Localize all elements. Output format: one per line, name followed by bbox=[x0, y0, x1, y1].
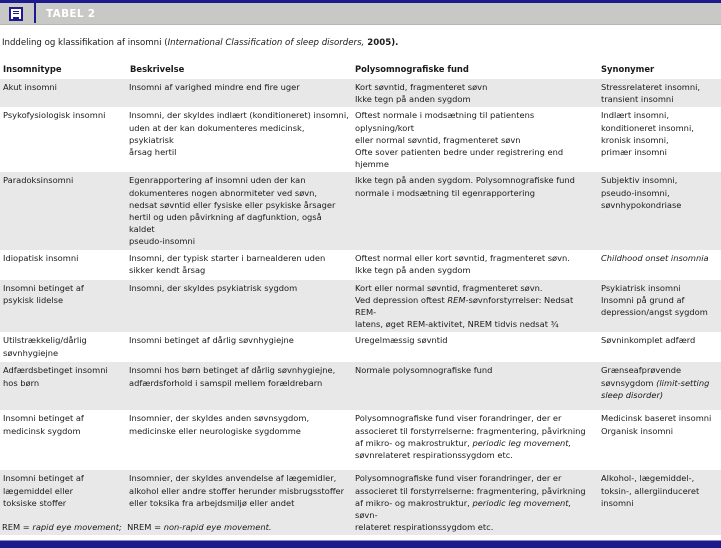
cell-line: adfærdsforhold i samspil mellem forældrebarn bbox=[129, 377, 323, 388]
cell-line: uden at der kan dokumenteres medicinsk, psykiatrisk bbox=[129, 122, 305, 145]
table-header-row bbox=[0, 60, 721, 78]
cell-findings bbox=[352, 362, 598, 410]
cell-line: Insomni, der typisk starter i barnealderen uden bbox=[129, 252, 326, 263]
table-title: TABEL 2 bbox=[46, 7, 96, 20]
table-row bbox=[0, 362, 721, 410]
cell-line: Insomni betinget af dårlig søvnhygiejne bbox=[129, 335, 294, 346]
cell-line: eller toksika fra arbejdsmiljø eller andet bbox=[129, 497, 295, 508]
cell-line bbox=[355, 497, 595, 521]
cell-line: depression/angst sygdom bbox=[601, 307, 708, 318]
cell-line: transient insomni bbox=[601, 94, 674, 105]
text-run-italic: periodic leg movement, bbox=[472, 437, 572, 448]
cell-line: Psykofysiologisk insomni bbox=[3, 110, 106, 121]
cell-line: Indlært insomni, bbox=[601, 110, 669, 121]
table-row bbox=[0, 172, 721, 249]
text-run: af mikro- og makrostruktur, bbox=[355, 497, 473, 508]
cell-line: søvnrelateret respirationssygdom etc. bbox=[355, 450, 513, 461]
cell-line: latens, øget REM-aktivitet, NREM tidvis nedsat ¾ bbox=[355, 319, 559, 330]
cell-findings bbox=[352, 280, 598, 333]
cell-findings bbox=[352, 410, 598, 470]
cell-synonyms bbox=[598, 107, 721, 172]
cell-description bbox=[126, 78, 352, 107]
cell-line bbox=[355, 294, 595, 318]
table-footnote bbox=[2, 522, 272, 532]
cell-line: nedsat søvntid eller fysiske eller psykiske årsager bbox=[129, 199, 336, 210]
cell-type bbox=[0, 280, 126, 333]
text-run-italic: periodic leg movement, bbox=[472, 497, 572, 508]
cell-synonyms bbox=[598, 362, 721, 410]
cell-line: Uregelmæssig søvntid bbox=[355, 335, 448, 346]
cell-line: Ofte sover patienten bedre under registrering end hjemme bbox=[355, 147, 564, 170]
cell-findings bbox=[352, 78, 598, 107]
cell-line: søvnhygiejne bbox=[3, 347, 59, 358]
cell-line: Alkohol-, lægemiddel-, bbox=[601, 473, 695, 484]
cell-line: Polysomnografiske fund viser forandringer, der er bbox=[355, 413, 562, 424]
cell-line bbox=[601, 377, 718, 389]
cell-synonyms bbox=[598, 78, 721, 107]
text-run-italic: (limit-setting bbox=[656, 377, 710, 388]
cell-type bbox=[0, 362, 126, 410]
cell-line: toksiske stoffer bbox=[3, 497, 67, 508]
text-run: Ved depression oftest bbox=[355, 294, 448, 305]
cell-line: årsag hertil bbox=[129, 147, 177, 158]
cell-line: Idiopatisk insomni bbox=[3, 252, 79, 263]
cell-line: Insomni, der skyldes indlært (konditioneret) insomni, bbox=[129, 110, 349, 121]
cell-line: konditioneret insomni, bbox=[601, 122, 694, 133]
cell-line: Utilstrækkelig/dårlig bbox=[3, 335, 87, 346]
cell-line: Ikke tegn på anden sygdom. Polysomnografiske fund bbox=[355, 175, 575, 186]
cell-line: Grænseafprøvende bbox=[601, 365, 682, 376]
cell-line: lægemiddel eller bbox=[3, 485, 74, 496]
cell-line: Adfærdsbetinget insomni bbox=[3, 365, 108, 376]
cell-findings bbox=[352, 332, 598, 362]
cell-type bbox=[0, 332, 126, 362]
cell-line: associeret til forstyrrelserne: fragmentering, påvirkning bbox=[355, 425, 586, 436]
insomnia-classification-table bbox=[0, 60, 721, 535]
caption-year: 2005 bbox=[364, 38, 392, 48]
cell-line: Subjektiv insomni, bbox=[601, 175, 678, 186]
title-divider bbox=[34, 1, 36, 23]
cell-line: Polysomnografiske fund viser forandringer, der er bbox=[355, 473, 562, 484]
cell-line: eller normal søvntid, fragmenteret søvn bbox=[355, 134, 521, 145]
cell-synonyms bbox=[598, 280, 721, 333]
column-header-type: Insomnitype bbox=[0, 60, 126, 78]
text-run: søvnsygdom bbox=[601, 377, 657, 388]
cell-description bbox=[126, 280, 352, 333]
cell-type bbox=[0, 107, 126, 172]
text-run-italic: REM bbox=[447, 294, 466, 305]
cell-line: Oftest normal eller kort søvntid, fragmenteret søvn. bbox=[355, 252, 570, 263]
footnote-nrem-def: non-rapid eye movement. bbox=[163, 522, 272, 532]
cell-line: sikker kendt årsag bbox=[129, 264, 206, 275]
table-row bbox=[0, 332, 721, 362]
cell-line: Paradoksinsomni bbox=[3, 175, 74, 186]
cell-line: pseudo-insomni bbox=[129, 236, 196, 247]
cell-line: Akut insomni bbox=[3, 82, 57, 92]
cell-findings bbox=[352, 250, 598, 280]
cell-findings bbox=[352, 107, 598, 172]
text-run: af mikro- og makrostruktur, bbox=[355, 437, 473, 448]
cell-line: psykisk lidelse bbox=[3, 294, 64, 305]
table-title-bar bbox=[0, 3, 721, 25]
cell-line: medicinsk sygdom bbox=[3, 425, 81, 436]
cell-line: Ikke tegn på anden sygdom bbox=[355, 94, 471, 105]
cell-line: Psykiatrisk insomni bbox=[601, 282, 681, 293]
cell-line: søvnhypokondriase bbox=[601, 199, 682, 210]
column-header-description: Beskrivelse bbox=[126, 60, 352, 78]
cell-findings bbox=[352, 172, 598, 249]
table-row bbox=[0, 410, 721, 470]
cell-line: Insomni af varighed mindre end fire uger bbox=[129, 82, 300, 92]
cell-line: Normale polysomnografiske fund bbox=[355, 365, 493, 376]
cell-line: primær insomni bbox=[601, 147, 667, 158]
cell-line: Kort eller normal søvntid, fragmenteret søvn. bbox=[355, 282, 543, 293]
column-header-synonyms: Synonymer bbox=[598, 60, 721, 78]
cell-line: Insomni betinget af bbox=[3, 413, 84, 424]
cell-line: relateret respirationssygdom etc. bbox=[355, 522, 494, 533]
cell-type bbox=[0, 250, 126, 280]
caption-end: ). bbox=[391, 38, 399, 48]
cell-type bbox=[0, 172, 126, 249]
cell-findings bbox=[352, 470, 598, 535]
cell-synonyms bbox=[598, 410, 721, 470]
text-run: søvn- bbox=[355, 510, 378, 521]
cell-line: Insomni betinget af bbox=[3, 473, 84, 484]
cell-line: insomni bbox=[601, 497, 634, 508]
footnote-rem-def: rapid eye movement; bbox=[32, 522, 122, 532]
cell-line: medicinske eller neurologiske sygdomme bbox=[129, 425, 301, 436]
cell-line: Insomnier, der skyldes anden søvnsygdom, bbox=[129, 413, 310, 424]
cell-line: pseudo-insomni, bbox=[601, 187, 670, 198]
cell-line: associeret til forstyrrelserne: fragmentering, påvirkning bbox=[355, 485, 586, 496]
cell-line: Egenrapportering af insomni uden der kan bbox=[129, 175, 306, 186]
cell-line: Insomnier, der skyldes anvendelse af lægemidler, bbox=[129, 473, 337, 484]
cell-line: Insomni hos børn betinget af dårlig søvnhygiejne, bbox=[129, 365, 336, 376]
cell-synonyms bbox=[598, 332, 721, 362]
cell-description bbox=[126, 250, 352, 280]
cell-synonyms bbox=[598, 250, 721, 280]
document-list-icon bbox=[9, 7, 23, 21]
cell-type bbox=[0, 410, 126, 470]
cell-line: normale i modsætning til egenrapportering bbox=[355, 187, 535, 198]
cell-description bbox=[126, 107, 352, 172]
table-row bbox=[0, 280, 721, 333]
caption-text: Inddeling og klassifikation af insomni ( bbox=[2, 38, 168, 48]
cell-line: Oftest normale i modsætning til patientens oplysning/kort bbox=[355, 110, 535, 133]
column-header-findings: Polysomnografiske fund bbox=[352, 60, 598, 78]
table-row bbox=[0, 250, 721, 280]
table-row bbox=[0, 107, 721, 172]
cell-synonyms bbox=[598, 470, 721, 535]
cell-description bbox=[126, 362, 352, 410]
cell-line: Ikke tegn på anden sygdom bbox=[355, 264, 471, 275]
cell-line: Kort søvntid, fragmenteret søvn bbox=[355, 82, 488, 92]
cell-line: Childhood onset insomnia bbox=[601, 252, 709, 263]
bottom-rule bbox=[0, 540, 721, 548]
footnote-nrem: NREM = bbox=[121, 522, 164, 532]
cell-line: Medicinsk baseret insomni bbox=[601, 413, 712, 424]
table-caption bbox=[2, 38, 398, 48]
cell-line: Insomni betinget af bbox=[3, 282, 84, 293]
cell-line: kronisk insomni, bbox=[601, 134, 669, 145]
caption-source: International Classification of sleep disorders, bbox=[167, 38, 365, 48]
cell-description bbox=[126, 332, 352, 362]
cell-line: Søvninkomplet adfærd bbox=[601, 335, 696, 346]
cell-line: Stressrelateret insomni, bbox=[601, 82, 701, 92]
cell-synonyms bbox=[598, 172, 721, 249]
cell-line: alkohol eller andre stoffer herunder misbrugsstoffer bbox=[129, 485, 345, 496]
cell-line: sleep disorder) bbox=[601, 389, 664, 400]
cell-line: toksin-, allergiinduceret bbox=[601, 485, 700, 496]
cell-type bbox=[0, 78, 126, 107]
cell-line: Insomni på grund af bbox=[601, 294, 685, 305]
cell-line bbox=[355, 437, 595, 449]
cell-line: hertil og uden påvirkning af dagfunktion, også kaldet bbox=[129, 212, 322, 235]
cell-line: hos børn bbox=[3, 377, 40, 388]
cell-line: Insomni, der skyldes psykiatrisk sygdom bbox=[129, 282, 298, 293]
cell-line: Organisk insomni bbox=[601, 425, 674, 436]
footnote-rem: REM = bbox=[2, 522, 33, 532]
cell-line: dokumenteres nogen abnormiteter ved søvn, bbox=[129, 187, 318, 198]
cell-description bbox=[126, 410, 352, 470]
table-row bbox=[0, 78, 721, 107]
text-run: -søvnforstyrrelser: Nedsat REM- bbox=[355, 294, 574, 318]
cell-description bbox=[126, 172, 352, 249]
